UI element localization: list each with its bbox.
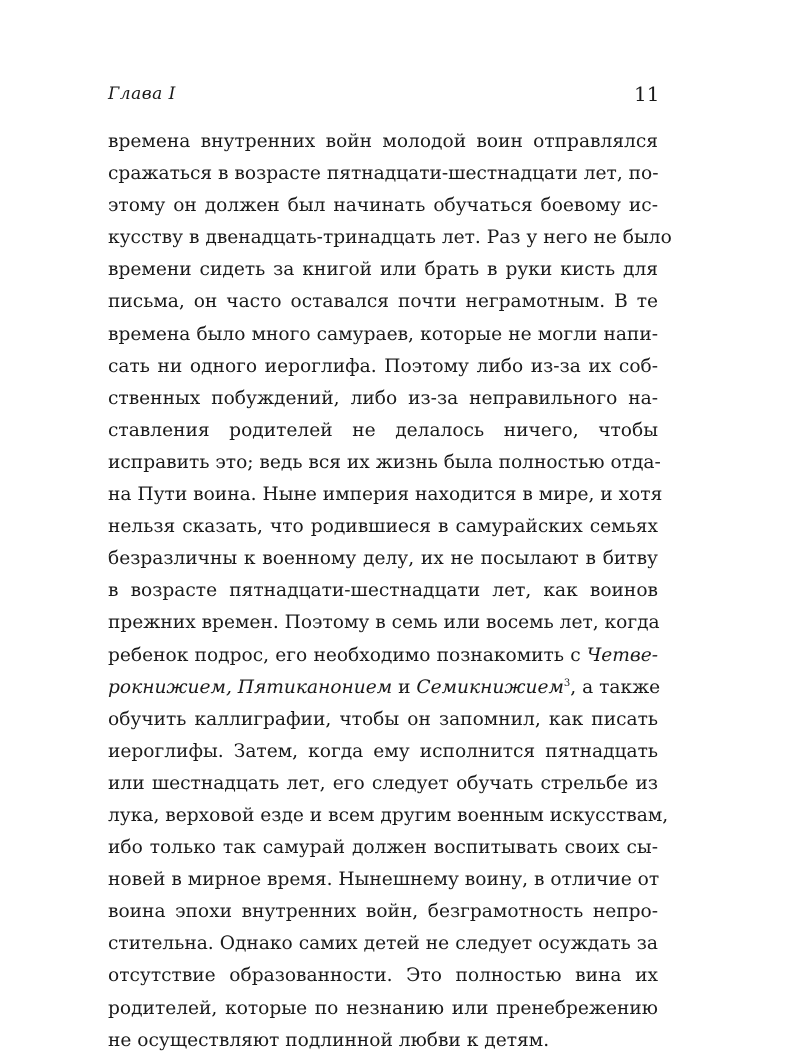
text-line: ственных побуждений, либо из-за неправильного на- <box>108 387 658 409</box>
text-line: сать ни одного иероглифа. Поэтому либо из-за их соб- <box>108 355 658 377</box>
text-line: прежних времен. Поэтому в семь или восемь лет, когда <box>108 612 660 634</box>
text-line: кусству в двенадцать-тринадцать лет. Раз у него не было <box>108 227 672 249</box>
text-line: безразличны к военному делу, их не посылают в битву <box>108 548 658 570</box>
text-line: лука, верховой езде и всем другим военным искусствам, <box>108 804 669 826</box>
text-line: стительна. Однако самих детей не следует осуждать за <box>108 933 658 955</box>
book-title: Семикнижием <box>416 676 564 698</box>
text-line: этому он должен был начинать обучаться боевому ис- <box>108 195 658 217</box>
text-line: на Пути воина. Ныне империя находится в мире, и хотя <box>108 484 663 506</box>
text-line: в возрасте пятнадцати-шестнадцати лет, как воинов <box>108 580 658 602</box>
text-line: отсутствие образованности. Это полностью вина их <box>108 965 658 987</box>
text-line: времена было много самураев, которые не могли напи- <box>108 323 658 345</box>
text-line: ибо только так самурай должен воспитывать своих сы- <box>108 837 658 859</box>
text-line: родителей, которые по незнанию или пренебрежению <box>108 997 658 1019</box>
footnote-mark: 3 <box>563 677 571 689</box>
page-number: 11 <box>634 82 660 106</box>
text-line <box>108 672 661 704</box>
body-text <box>108 126 672 1057</box>
text-line: ставления родителей не делалось ничего, чтобы <box>108 419 658 441</box>
book-title: Четве- <box>586 644 658 666</box>
text-line: или шестнадцать лет, его следует обучать стрельбе из <box>108 772 658 794</box>
text-line: обучить каллиграфии, чтобы он запомнил, как писать <box>108 708 658 730</box>
text-segment: ребенок подрос, его необходимо познакомить с <box>108 644 587 666</box>
text-line: сражаться в возрасте пятнадцати-шестнадцати лет, по- <box>108 163 659 185</box>
text-line: новей в мирное время. Нынешнему воину, в отличие от <box>108 869 660 891</box>
text-line: воина эпохи внутренних войн, безграмотность непро- <box>108 901 658 923</box>
text-segment: и <box>392 676 417 698</box>
text-segment: , а также <box>570 676 661 698</box>
text-line: нельзя сказать, что родившиеся в самурайских семьях <box>108 516 658 538</box>
text-line: времена внутренних войн молодой воин отправлялся <box>108 131 658 152</box>
text-line <box>108 640 658 672</box>
text-line: иероглифы. Затем, когда ему исполнится пятнадцать <box>108 740 658 762</box>
book-title: рокнижием, Пятиканонием <box>108 676 393 698</box>
text-line: письма, он часто оставался почти неграмотным. В те <box>108 291 658 313</box>
running-head: Глава I <box>108 84 176 104</box>
text-line: исправить это; ведь вся их жизнь была полностью отда- <box>108 451 661 473</box>
text-line: не осуществляют подлинной любви к детям. <box>108 1029 550 1051</box>
text-line: времени сидеть за книгой или брать в руки кисть для <box>108 259 658 281</box>
